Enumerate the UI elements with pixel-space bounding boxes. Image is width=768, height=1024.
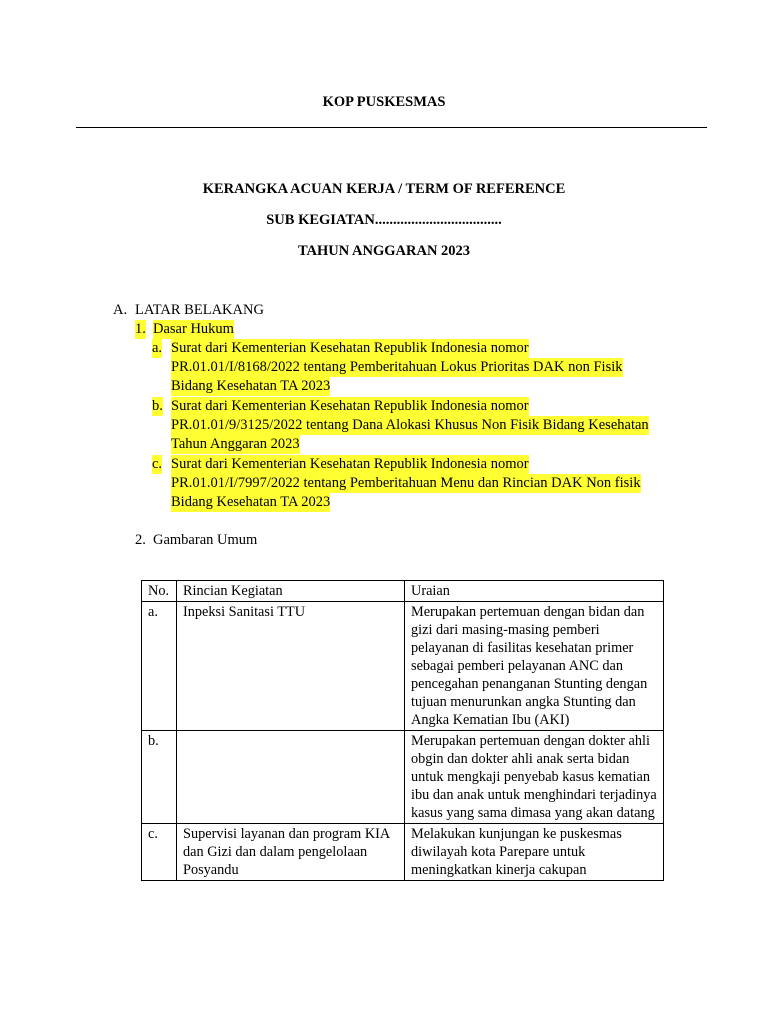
- subitem-a-line: Bidang Kesehatan TA 2023: [171, 378, 331, 394]
- table-header-no: No.: [142, 581, 177, 602]
- gambaran-umum-table: [141, 580, 664, 881]
- table-cell-no: c.: [142, 824, 177, 881]
- subitem-a-line: PR.01.01/I/8168/2022 tentang Pemberitahuan Lokus Prioritas DAK non Fisik: [171, 359, 623, 375]
- table-header-row: [142, 581, 664, 602]
- kop-puskesmas: KOP PUSKESMAS: [322, 94, 446, 110]
- section-a-heading: LATAR BELAKANG: [135, 302, 264, 318]
- sub-kegiatan-title: SUB KEGIATAN...................................: [266, 212, 502, 228]
- subitem-a-line: Surat dari Kementerian Kesehatan Republik Indonesia nomor: [171, 340, 529, 356]
- subitem-b-line: Surat dari Kementerian Kesehatan Republik Indonesia nomor: [171, 398, 529, 414]
- section-a-marker: A.: [113, 302, 128, 318]
- table-cell-uraian: Melakukan kunjungan ke puskesmas diwilayah kota Parepare untuk meningkatkan kinerja cakupan: [405, 824, 664, 881]
- item-2-label: Gambaran Umum: [153, 532, 258, 548]
- table-cell-uraian: Merupakan pertemuan dengan bidan dan gizi dari masing-masing pemberi pelayanan di fasilitas kesehatan primer sebagai pemberi pelayanan ANC dan pencegahan penanganan Stunting dengan tujuan menurunkan angka Stunting dan Angka Kematian Ibu (AKI): [405, 602, 664, 731]
- table-row: [142, 824, 664, 881]
- table-cell-rincian: Supervisi layanan dan program KIA dan Gizi dan dalam pengelolaan Posyandu: [177, 824, 405, 881]
- item-2-marker: 2.: [135, 532, 146, 548]
- subitem-b-line: Tahun Anggaran 2023: [171, 436, 300, 452]
- document-title: KERANGKA ACUAN KERJA / TERM OF REFERENCE: [202, 181, 566, 197]
- subitem-c-line: Bidang Kesehatan TA 2023: [171, 494, 331, 510]
- table-cell-rincian: Inpeksi Sanitasi TTU: [177, 602, 405, 731]
- subitem-a-marker: a.: [152, 340, 163, 356]
- subitem-c-line: PR.01.01/I/7997/2022 tentang Pemberitahuan Menu dan Rincian DAK Non fisik: [171, 475, 641, 491]
- table-row: [142, 731, 664, 824]
- subitem-b-marker: b.: [152, 398, 163, 414]
- item-1-marker: 1.: [135, 321, 146, 337]
- subitem-b-line: PR.01.01/9/3125/2022 tentang Dana Alokasi Khusus Non Fisik Bidang Kesehatan: [171, 417, 649, 433]
- table-cell-uraian: Merupakan pertemuan dengan dokter ahli obgin dan dokter ahli anak serta bidan untuk mengkaji penyebab kasus kematian ibu dan anak untuk menghindari terjadinya kasus yang sama dimasa yang akan datang: [405, 731, 664, 824]
- header-divider: [76, 127, 707, 128]
- table-row: [142, 602, 664, 731]
- subitem-c-line: Surat dari Kementerian Kesehatan Republik Indonesia nomor: [171, 456, 529, 472]
- table-cell-rincian: [177, 731, 405, 824]
- table-cell-no: b.: [142, 731, 177, 824]
- subitem-c-marker: c.: [152, 456, 163, 472]
- item-1-label: Dasar Hukum: [153, 321, 234, 337]
- tahun-anggaran-title: TAHUN ANGGARAN 2023: [297, 243, 471, 259]
- table-cell-no: a.: [142, 602, 177, 731]
- table-header-uraian: Uraian: [405, 581, 664, 602]
- table-header-rincian: Rincian Kegiatan: [177, 581, 405, 602]
